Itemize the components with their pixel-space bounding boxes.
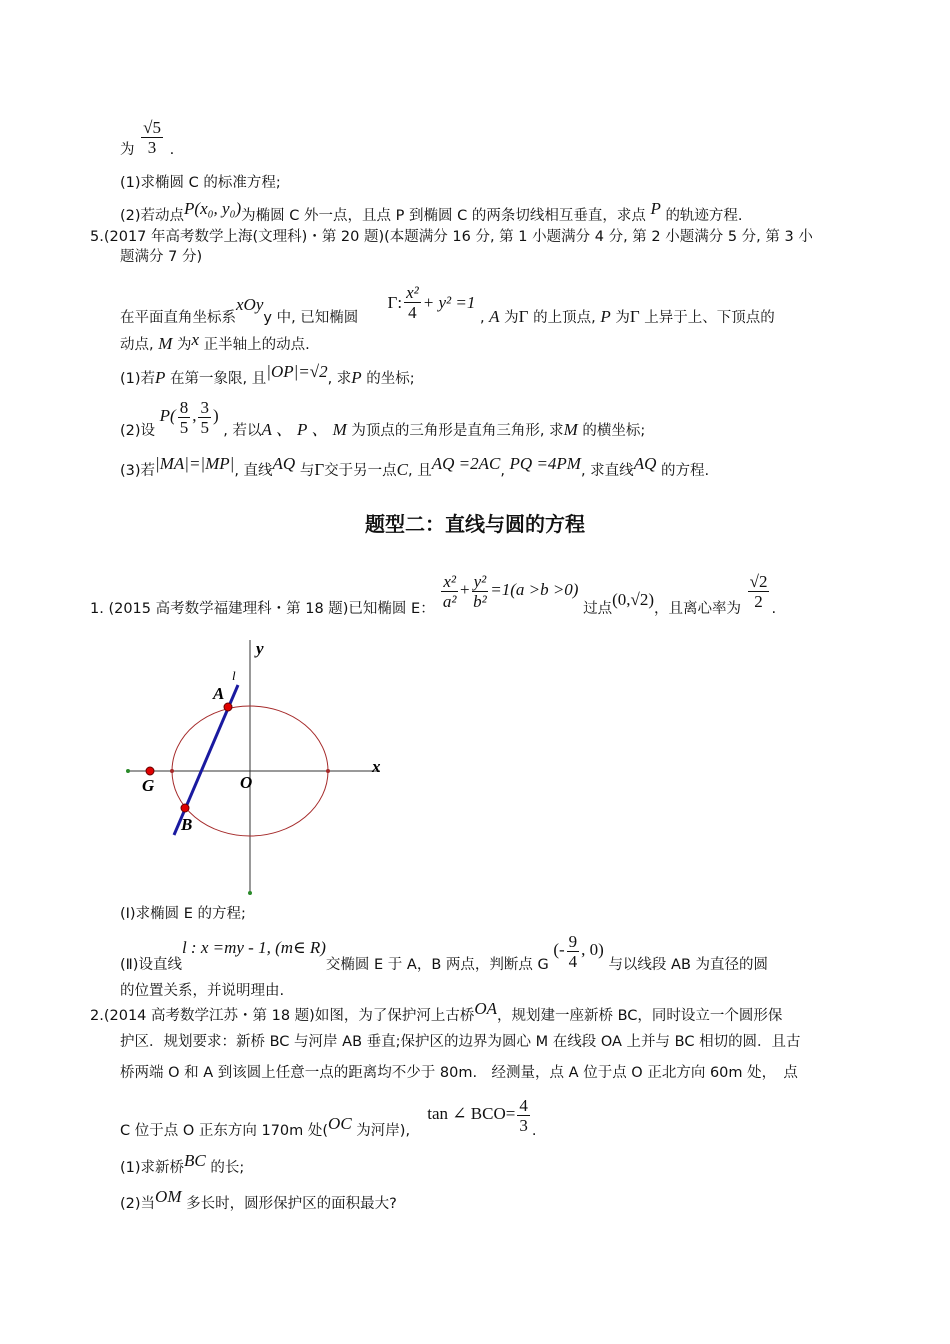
p2-stem-4: C 位于点 O 正东方向 170m 处(OC 为河岸), tan ∠ BCO= $\frac{4}{3}$ . xyxy=(120,1096,537,1139)
p5-header: 5.(2017 年高考数学上海(文理科)・第 20 题)(本题满分 16 分, 第 1 小题满分 4 分, 第 2 小题满分 5 分, 第 3 小 xyxy=(90,229,813,245)
point-G xyxy=(146,767,154,775)
p4-q2: (2)若动点P(x₀, y₀)为椭圆 C 外一点，且点 P 到椭圆 C 的两条切线相互垂直，求点 P 的轨迹方程. xyxy=(120,199,743,224)
vertex-point xyxy=(170,769,174,773)
p2-q2: (2)当OM 多长时，圆形保护区的面积最大? xyxy=(120,1187,397,1212)
p1-qI: (Ⅰ)求椭圆 E 的方程; xyxy=(120,906,246,922)
axis-endpoint xyxy=(126,769,130,773)
p2-stem-1: 2.(2014 高考数学江苏・第 18 题)如图，为了保护河上古桥OA，规划建一座新桥 BC，同时设立一个圆形保 xyxy=(90,999,783,1024)
point-A xyxy=(224,703,232,711)
section-title: 题型二：直线与圆的方程 xyxy=(365,512,585,536)
label-y: y xyxy=(256,639,264,658)
p5-header-cont: 题满分 7 分) xyxy=(120,249,203,265)
p2-q1: (1)求新桥BC 的长; xyxy=(120,1151,245,1176)
p1-qII-cont: 的位置关系，并说明理由. xyxy=(120,983,285,999)
label-G: G xyxy=(142,776,155,795)
p5-q2: (2)设 P( $\frac{8}{5}$ , $\frac{3}{5}$ ) , 若以A 、 P 、 M 为顶点的三角形是直角三角形, 求M 的横坐标; xyxy=(120,398,646,439)
label-l: l xyxy=(232,668,236,683)
eccentricity-line: 为 $\frac{√5}{3}$ . xyxy=(120,118,175,158)
point-B xyxy=(181,804,189,812)
vertex-point xyxy=(326,769,330,773)
label-B: B xyxy=(181,815,193,834)
p5-q3: (3)若|MA|=|MP|, 直线AQ 与Γ交于另一点C, 且AQ =2AC, PQ =4PM, 求直线AQ 的方程. xyxy=(120,454,710,479)
p1-qII: (Ⅱ)设直线l : x =my - 1, (m∈ R)交椭圆 E 于 A，B 两点，判断点 G (- $\frac{9}{4}$ , 0) 与以线段 AB 为直径的圆 xyxy=(120,932,769,973)
label-O: O xyxy=(240,773,253,792)
label-A: A xyxy=(213,684,225,703)
p2-stem-3: 桥两端 O 和 A 到该圆上任意一点的距离均不少于 80m. 经测量，点 A 位于点 O 正北方向 60m 处， 点 xyxy=(120,1065,798,1081)
p2-stem-2: 护区．规划要求：新桥 BC 与河岸 AB 垂直;保护区的边界为圆心 M 在线段 OA 上并与 BC 相切的圆．且古 xyxy=(120,1034,801,1050)
axis-endpoint xyxy=(248,891,252,895)
p5-q1: (1)若P 在第一象限, 且|OP|=√2, 求P 的坐标; xyxy=(120,362,415,387)
p1-stem: 1. (2015 高考数学福建理科・第 18 题)已知椭圆 E： $\frac{\text{x²}}{\text{a²}}$ + $\frac{\text{y²}}{\text{b²}}$ =1(a >b >0) 过点(0,√2)，且离心率为 $\frac{√2}{2}$ . xyxy=(90,572,777,617)
p5-stem-1: 在平面直角坐标系xOyy 中, 已知椭圆 Γ: $\frac{\text{x²}}{4}$ + y² =1 , A 为Γ 的上顶点, P 为Γ 上异于上、下顶点的 xyxy=(120,283,775,326)
label-x: x xyxy=(372,757,381,776)
p5-stem-2: 动点, M 为x 正半轴上的动点. xyxy=(120,330,310,353)
p4-q1: (1)求椭圆 C 的标准方程; xyxy=(120,175,281,191)
